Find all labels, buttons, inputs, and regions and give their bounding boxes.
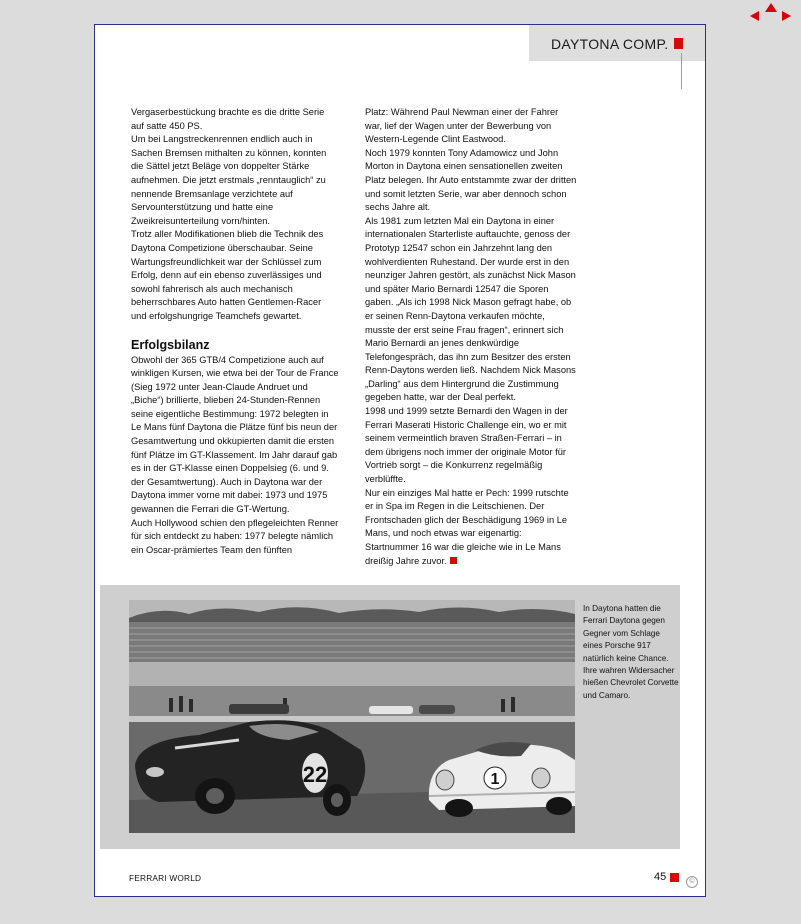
text-column-left — [131, 106, 339, 557]
paragraph: Platz: Während Paul Newman einer der Fahrer war, lief der Wagen unter der Bewerbung von Western-Legende Clint Eastwood. — [365, 107, 559, 145]
paragraph: Trotz aller Modifikationen blieb die Technik des Daytona Competizione überschaubar. Seine Wartungsfreundlichkeit war der Schlüssel zum Erfolg, denn auf ein ebenso zuverlässiges und sowohl fahrerisch als auch mechanisch beherrschbares Auto hatten Gentlemen-Racer und erfolgshungrige Teamchefs gewartet. — [131, 229, 324, 321]
publisher-logo-icon: © — [686, 876, 698, 888]
section-heading: Erfolgsbilanz — [131, 337, 210, 352]
section-header-tab — [529, 25, 706, 61]
paragraph — [365, 487, 577, 569]
paragraph: Um bei Langstreckenrennen endlich auch in Sachen Bremsen mithalten zu können, konnten die Sättel jetzt Beläge von doppelter Stärke aufnehmen. Die jetzt erstmals „renntauglich“ zu nennende Bremsanlage verzichtete auf Servounterstützung und hatte eine Zweikreisunterteilung vorn/hinten. — [131, 134, 327, 226]
header-divider-line — [681, 53, 682, 89]
paragraph-text: Nur ein einziges Mal hatte er Pech: 1999 rutschte er in Spa im Regen in die Leitschienen. Der Frontschaden glich der Beschädigung 1969 in Le Mans, und noch etwas war eigenartig: Startnummer 16 war die gleiche wie in Le Mans dreißig Jahre zuvor. — [365, 487, 569, 566]
race-photo-graphic — [129, 600, 575, 833]
magazine-name: FERRARI WORLD — [129, 873, 202, 883]
end-of-article-mark — [450, 557, 457, 564]
page-number: 45 — [654, 871, 667, 883]
header-accent-square — [674, 38, 683, 49]
arrow-up-icon[interactable] — [765, 3, 777, 12]
race-photo — [129, 600, 575, 833]
paragraph: Als 1981 zum letzten Mal ein Daytona in einer internationalen Starterliste auftauchte, genoss der Prototyp 12547 schon ein Jahrzehnt lang den wohlverdienten Ruhestand. Der wurde erst in den neunziger Jahren gestört, als zunächst Nick Mason und später Mario Bernardi 12547 die Sporen gaben. „Als ich 1998 Nick Mason gefragt habe, ob er seinen Renn-Daytona verkaufen möchte, musste der erst seine Frau fragen“, erinnert sich Mario Bernardi an jenes denkwürdige Telefongespräch, das ihn zum Besitzer des ersten Renn-Daytons werden ließ. Nachdem Nick Masons „Darling“ aus dem Hintergrund die Zustimmung gegeben hatte, war der Deal perfekt. — [365, 215, 576, 403]
photo-caption: In Daytona hatten die Ferrari Daytona gegen Gegner vom Schlage eines Porsche 917 natürlich keine Chance. Ihre wahren Widersacher hießen Chevrolet Corvette und Camaro. — [583, 604, 679, 700]
page-navigation — [748, 2, 794, 22]
arrow-right-icon[interactable] — [782, 11, 791, 21]
car-number-22: 22 — [302, 762, 328, 787]
paragraph: Vergaserbestückung brachte es die dritte Serie auf satte 450 PS. — [131, 107, 325, 131]
paragraph: 1998 und 1999 setzte Bernardi den Wagen in der Ferrari Maserati Historic Challenge ein, wo er mit seinem vermeintlich braven Straßen-Ferrari – in dem übrigens noch immer der originale Motor für Vortrieb sorgt – die Konkurrenz regelmäßig verblüffte. — [365, 406, 568, 485]
section-title: DAYTONA COMP. — [551, 36, 669, 52]
paragraph: Auch Hollywood schien den pflegeleichten Renner für sich entdeckt zu haben: 1977 belegte nämlich ein Oscar-prämiertes Team den fünften — [131, 517, 339, 555]
text-column-right — [365, 106, 577, 568]
paragraph: Noch 1979 konnten Tony Adamowicz und John Morton in Daytona einen sensationellen zweiten Platz belegen. Ihr Auto entstammte zwar der dritten und somit letzten Serie, war aber dennoch schon sechs Jahre alt. — [365, 147, 577, 213]
footer-accent-square — [670, 873, 679, 882]
arrow-left-icon[interactable] — [750, 11, 759, 21]
car-number-1: 1 — [490, 771, 500, 788]
magazine-page — [94, 24, 706, 897]
paragraph: Obwohl der 365 GTB/4 Competizione auch auf winkligen Kursen, wie etwa bei der Tour de France (Sieg 1972 unter Jean-Claude Andruet und „Biche“) brillierte, blieben 24-Stunden-Rennen seine eigentliche Bestimmung: 1972 belegten in Le Mans fünf Daytona die Plätze fünf bis neun der Gesamtwertung und okkupierten damit die ersten fünf Plätze im GT-Klassement. Im Jahr darauf gab es in der GT-Klasse einen Doppelsieg (6. und 9. der Gesamtwertung). Auch in Daytona war der Daytona immer vorne mit dabei: 1973 und 1975 gewannen die Ferrari die GT-Wertung. — [131, 354, 339, 515]
